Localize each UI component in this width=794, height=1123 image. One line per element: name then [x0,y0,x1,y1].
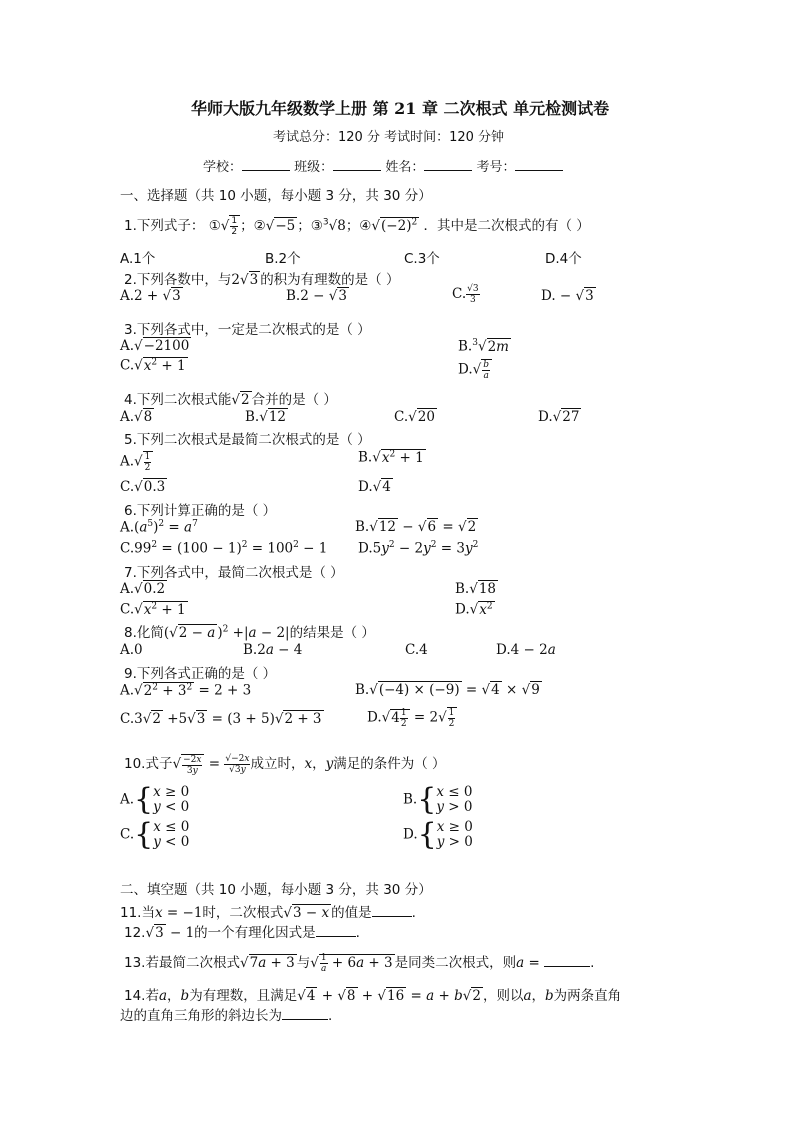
q9-option-d[interactable]: D.√4 $\frac{1}{2}$ = 2√ $\frac{1}{2}$ [367,707,457,729]
section2-heading: 二、填空题（共 10 小题，每小题 3 分，共 30 分） [120,882,432,898]
q11: 11.当x = −1时，二次根式√3 − x 的值是 . [120,905,416,921]
q7-option-a[interactable]: A.√0.2 [120,581,166,597]
q8-tail: 的结果是（ ） [289,625,375,641]
q10-text: 10.式子 [124,756,173,772]
q13-text: 13.若最简二次根式 [124,955,240,971]
name-field[interactable] [424,170,472,171]
page-title: 华师大版九年级数学上册 第 21 章 二次根式 单元检测试卷 [191,99,610,118]
q11-text-c: 的值是 [331,905,372,921]
q8-text: 8.化简 [124,625,164,641]
q2-option-d[interactable]: D. − √3 [541,288,594,304]
q8-option-c[interactable]: C.4 [405,642,428,658]
q9-option-a[interactable]: $A.√2^2 + 3^2 = 2 + 3$ [120,682,252,699]
q5-option-c[interactable]: C.√0.3 [120,479,166,495]
q14-text-d: 为两条直角 [553,988,622,1004]
name-label: 姓名： [385,160,425,175]
q1-option-d[interactable]: D.4个 [545,251,582,267]
q1-text: 1.下列式子： [124,218,205,234]
section1-heading: 一、选择题（共 10 小题，每小题 3 分，共 30 分） [120,188,432,204]
q1 [124,214,590,237]
q2-option-c[interactable]: C. $\frac{√3}{3}$ [452,284,479,305]
q6-option-a[interactable]: $A.(a^5)^2 = a^7$ [120,519,198,536]
q3-text: 3.下列各式中，一定是二次根式的是（ ） [124,322,371,338]
q12-text-b: 的一个有理化因式是 [194,925,316,941]
q12-answer-field[interactable] [316,936,356,937]
q14-text-e: 边的直角三角形的斜边长为 [120,1008,282,1024]
q2-tail: 的积为有理数的是（ ） [260,272,400,288]
q8-option-b[interactable]: B.2a − 4 [243,642,303,658]
q1-option-c[interactable]: C.3个 [404,251,440,267]
q4-tail: 合并的是（ ） [251,392,337,408]
q10-tail: 成立时， [250,756,305,772]
q10-option-a[interactable]: A.{x ≥ 0 y < 0 [120,782,190,817]
q6-option-b[interactable]: B.√12 − √6 = √2 [355,519,477,535]
q13: 13.若最简二次根式√7a + 3 与√ $\frac{1}{a}$ + 6a + 3 是同类二次根式，则a = . [124,953,595,974]
q4-option-c[interactable]: C.√20 [394,409,435,425]
q14-line2: 边的直角三角形的斜边长为 . [120,1008,333,1024]
q4-option-d[interactable]: D.√27 [538,409,580,425]
q9-option-c[interactable]: C.3√2 +5√3 = (3 + 5)√2 + 3 [120,711,322,727]
q4: 4.下列二次根式能√2 合并的是（ ） [124,392,337,408]
q11-text: 11.当 [120,905,155,921]
q1-expr: ①√ $\frac{1}{2}$ ；②√−5 ；③$^3$√8；$④√(-2)^2$ [208,216,418,237]
q3-option-b[interactable]: B.$^3$√2m [458,338,509,355]
q2-option-b[interactable]: B.2 − √3 [286,288,347,304]
q1-option-a[interactable]: A.1个 [120,251,156,267]
q1-tail: ．其中是二次根式的有（ ） [423,218,590,234]
q12: 12.√3 − 1的一个有理化因式是 . [124,925,360,941]
q10-tail2: 满足的条件为（ ） [333,756,446,772]
q5-option-b[interactable]: $B.√x^2 + 1$ [358,449,424,466]
q5-text: 5.下列二次根式是最简二次根式的是（ ） [124,432,371,448]
q11-answer-field[interactable] [372,916,412,917]
q4-option-a[interactable]: A.√8 [120,409,153,425]
q7-option-d[interactable]: $D.√x^2$ [455,601,493,618]
class-field[interactable] [333,170,381,171]
q3-option-d[interactable]: D.√ $\frac{b}{a}$ [458,359,492,381]
q6-option-d[interactable]: $D.5y^2 - 2y^2 = 3y^2$ [358,540,479,557]
q5-option-a[interactable]: A.√ $\frac{1}{2}$ [120,451,153,473]
school-field[interactable] [242,170,290,171]
q14: 14.若a，b为有理数，且满足√4 + √8 + √16 = a + b√2 ，则以a，b为两条直角 [124,988,622,1004]
q1-option-b[interactable]: B.2个 [265,251,301,267]
q3-option-a[interactable]: A.√−2100 [120,338,190,354]
q6-text: 6.下列计算正确的是（ ） [124,503,277,519]
q2-text: 2.下列各数中，与 [124,272,232,288]
q8-option-d[interactable]: D.4 − 2a [496,642,556,658]
q2-option-a[interactable]: A.2 + √3 [120,288,181,304]
school-label: 学校： [203,160,243,175]
q11-text-b: 时，二次根式 [202,905,284,921]
q6-option-c[interactable]: $C.99^2 = (100 - 1)^2 = 100^2 - 1$ [120,540,328,557]
q14-text-c: ，则以 [482,988,524,1004]
q7-option-c[interactable]: $C.√x^2 + 1$ [120,601,186,618]
q13-text-b: 与 [296,955,311,971]
q14-text-b: 为有理数，且满足 [189,988,298,1004]
q3-option-c[interactable]: $C.√x^2 + 1$ [120,357,186,374]
q10-option-b[interactable]: B.{x ≤ 0 y > 0 [403,782,473,817]
q13-text-c: 是同类二次根式，则 [394,955,517,971]
q10: 10.式子√ $\frac{-2x}{3y}$ = $\frac{√-2x}{√3y}$ 成立时，x，y满足的条件为（ ） [124,754,446,776]
number-label: 考号： [476,160,516,175]
q12-text: 12. [124,925,146,941]
q5-option-d[interactable]: D.√4 [358,479,391,495]
number-field[interactable] [515,170,563,171]
q9-option-b[interactable]: B.√(−4) × (−9) = √4 × √9 [355,682,540,698]
q4-option-b[interactable]: B.√12 [245,409,287,425]
q13-answer-field[interactable] [544,966,590,967]
q7-text: 7.下列各式中，最简二次根式是（ ） [124,565,344,581]
q9-text: 9.下列各式正确的是（ ） [124,666,277,682]
q14-text: 14.若 [124,988,159,1004]
q14-answer-field[interactable] [282,1019,328,1020]
exam-info: 考试总分：120 分 考试时间：120 分钟 [273,130,505,145]
q10-option-c[interactable]: C.{x ≤ 0 y < 0 [120,817,190,852]
q8-option-a[interactable]: A.0 [120,642,143,658]
student-info-row [203,156,563,175]
q8: 8.化简(√2 − a )$^2$ +|a − 2|的结果是（ ） [124,624,375,641]
q10-option-d[interactable]: D.{x ≥ 0 y > 0 [403,817,473,852]
q7-option-b[interactable]: B.√18 [455,581,497,597]
q4-text: 4.下列二次根式能 [124,392,232,408]
class-label: 班级： [294,160,334,175]
q2: 2.下列各数中，与2√3 的积为有理数的是（ ） [124,272,400,288]
